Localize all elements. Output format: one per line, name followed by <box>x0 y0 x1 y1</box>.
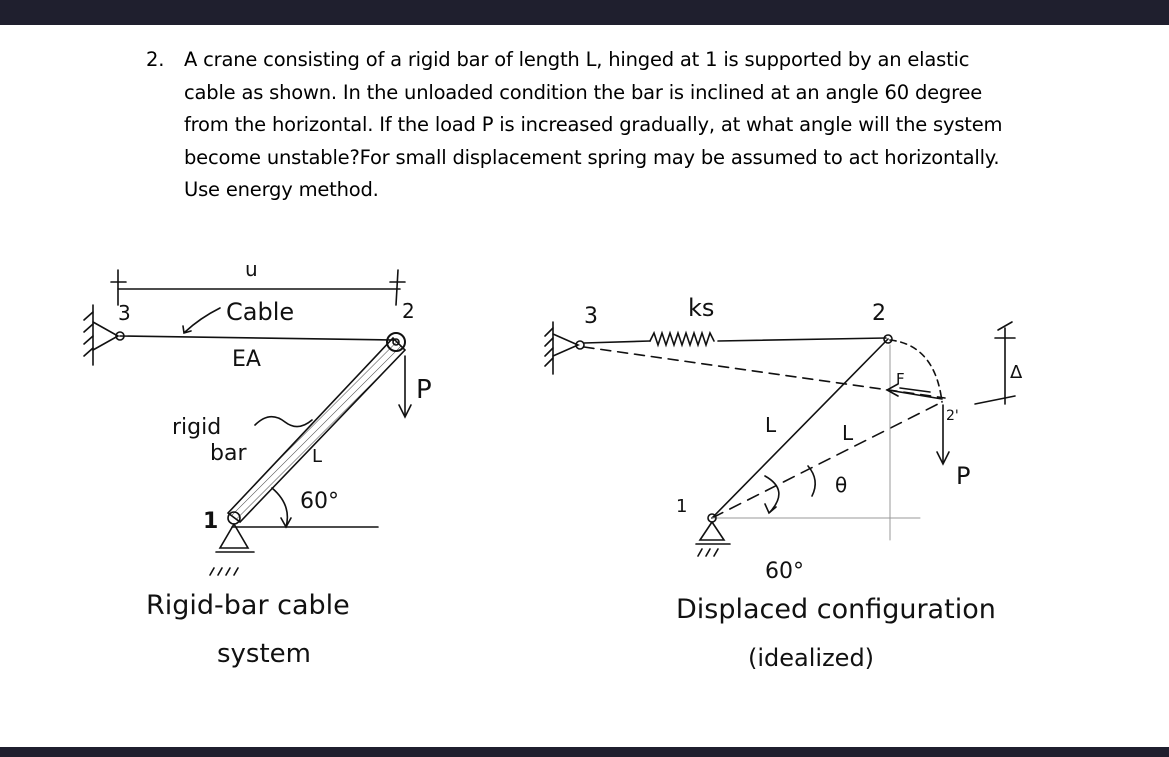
hinge-support-right <box>696 514 730 556</box>
right-length-label-1: L <box>765 413 777 437</box>
problem-line-4: become unstable?For small displacement spring may be assumed to act horizontally. <box>184 145 1000 169</box>
rigid-label: rigid <box>172 415 222 440</box>
right-node-3-label: 3 <box>584 304 598 329</box>
cable-line <box>120 336 393 340</box>
cable-label: Cable <box>226 298 295 326</box>
left-load-label: P <box>416 375 432 405</box>
right-figure-labels <box>584 294 1023 672</box>
left-caption-line-2: system <box>217 639 311 669</box>
problem-line-1: A crane consisting of a rigid bar of length L, hinged at 1 is supported by an elastic <box>184 48 970 71</box>
angle-arc-left <box>272 488 287 527</box>
original-bar <box>712 339 888 518</box>
problem-line-2: cable as shown. In the unloaded condition the bar is inclined at an angle 60 degree <box>184 80 983 104</box>
left-span-label: u <box>245 257 258 281</box>
ea-label: EA <box>232 347 261 372</box>
right-figure <box>545 322 1015 556</box>
problem-number: 2. <box>146 48 165 71</box>
theta-label: θ <box>835 473 848 497</box>
theta-arc <box>808 466 815 496</box>
left-node-2-label: 2 <box>402 299 415 323</box>
angle-arc-right <box>765 476 779 512</box>
node-2-prime-label: 2' <box>946 408 959 424</box>
left-node-3-label: 3 <box>118 301 131 325</box>
delta-dimension <box>975 322 1015 404</box>
force-label: F <box>896 370 905 388</box>
rigid-bar-pointer <box>255 417 312 427</box>
right-load-label: P <box>956 462 971 490</box>
cable-pointer <box>185 308 220 332</box>
right-caption-line-2: (idealized) <box>748 644 875 672</box>
left-length-label: L <box>312 446 323 467</box>
right-caption-line-1: Displaced configuration <box>676 594 996 625</box>
problem-line-5: Use energy method. <box>184 178 379 201</box>
left-caption-line-1: Rigid-bar cable <box>146 590 350 621</box>
right-length-label-2: L <box>842 421 854 445</box>
spring-label: ks <box>688 294 715 322</box>
load-arrow-left <box>399 356 411 417</box>
right-angle-label: 60° <box>765 559 804 584</box>
spring-zigzag <box>650 333 714 345</box>
problem-line-3: from the horizontal. If the load P is increased gradually, at what angle will the system <box>184 113 1003 136</box>
displaced-bar <box>712 402 942 518</box>
bottom-dark-band <box>0 747 1169 757</box>
left-angle-label: 60° <box>300 489 339 514</box>
wall-support-right <box>545 322 584 374</box>
bar-label: bar <box>210 441 247 466</box>
right-node-2-label: 2 <box>872 301 886 326</box>
right-node-1-label: 1 <box>676 496 688 517</box>
delta-label: Δ <box>1010 362 1023 383</box>
left-node-1-label: 1 <box>203 509 219 534</box>
